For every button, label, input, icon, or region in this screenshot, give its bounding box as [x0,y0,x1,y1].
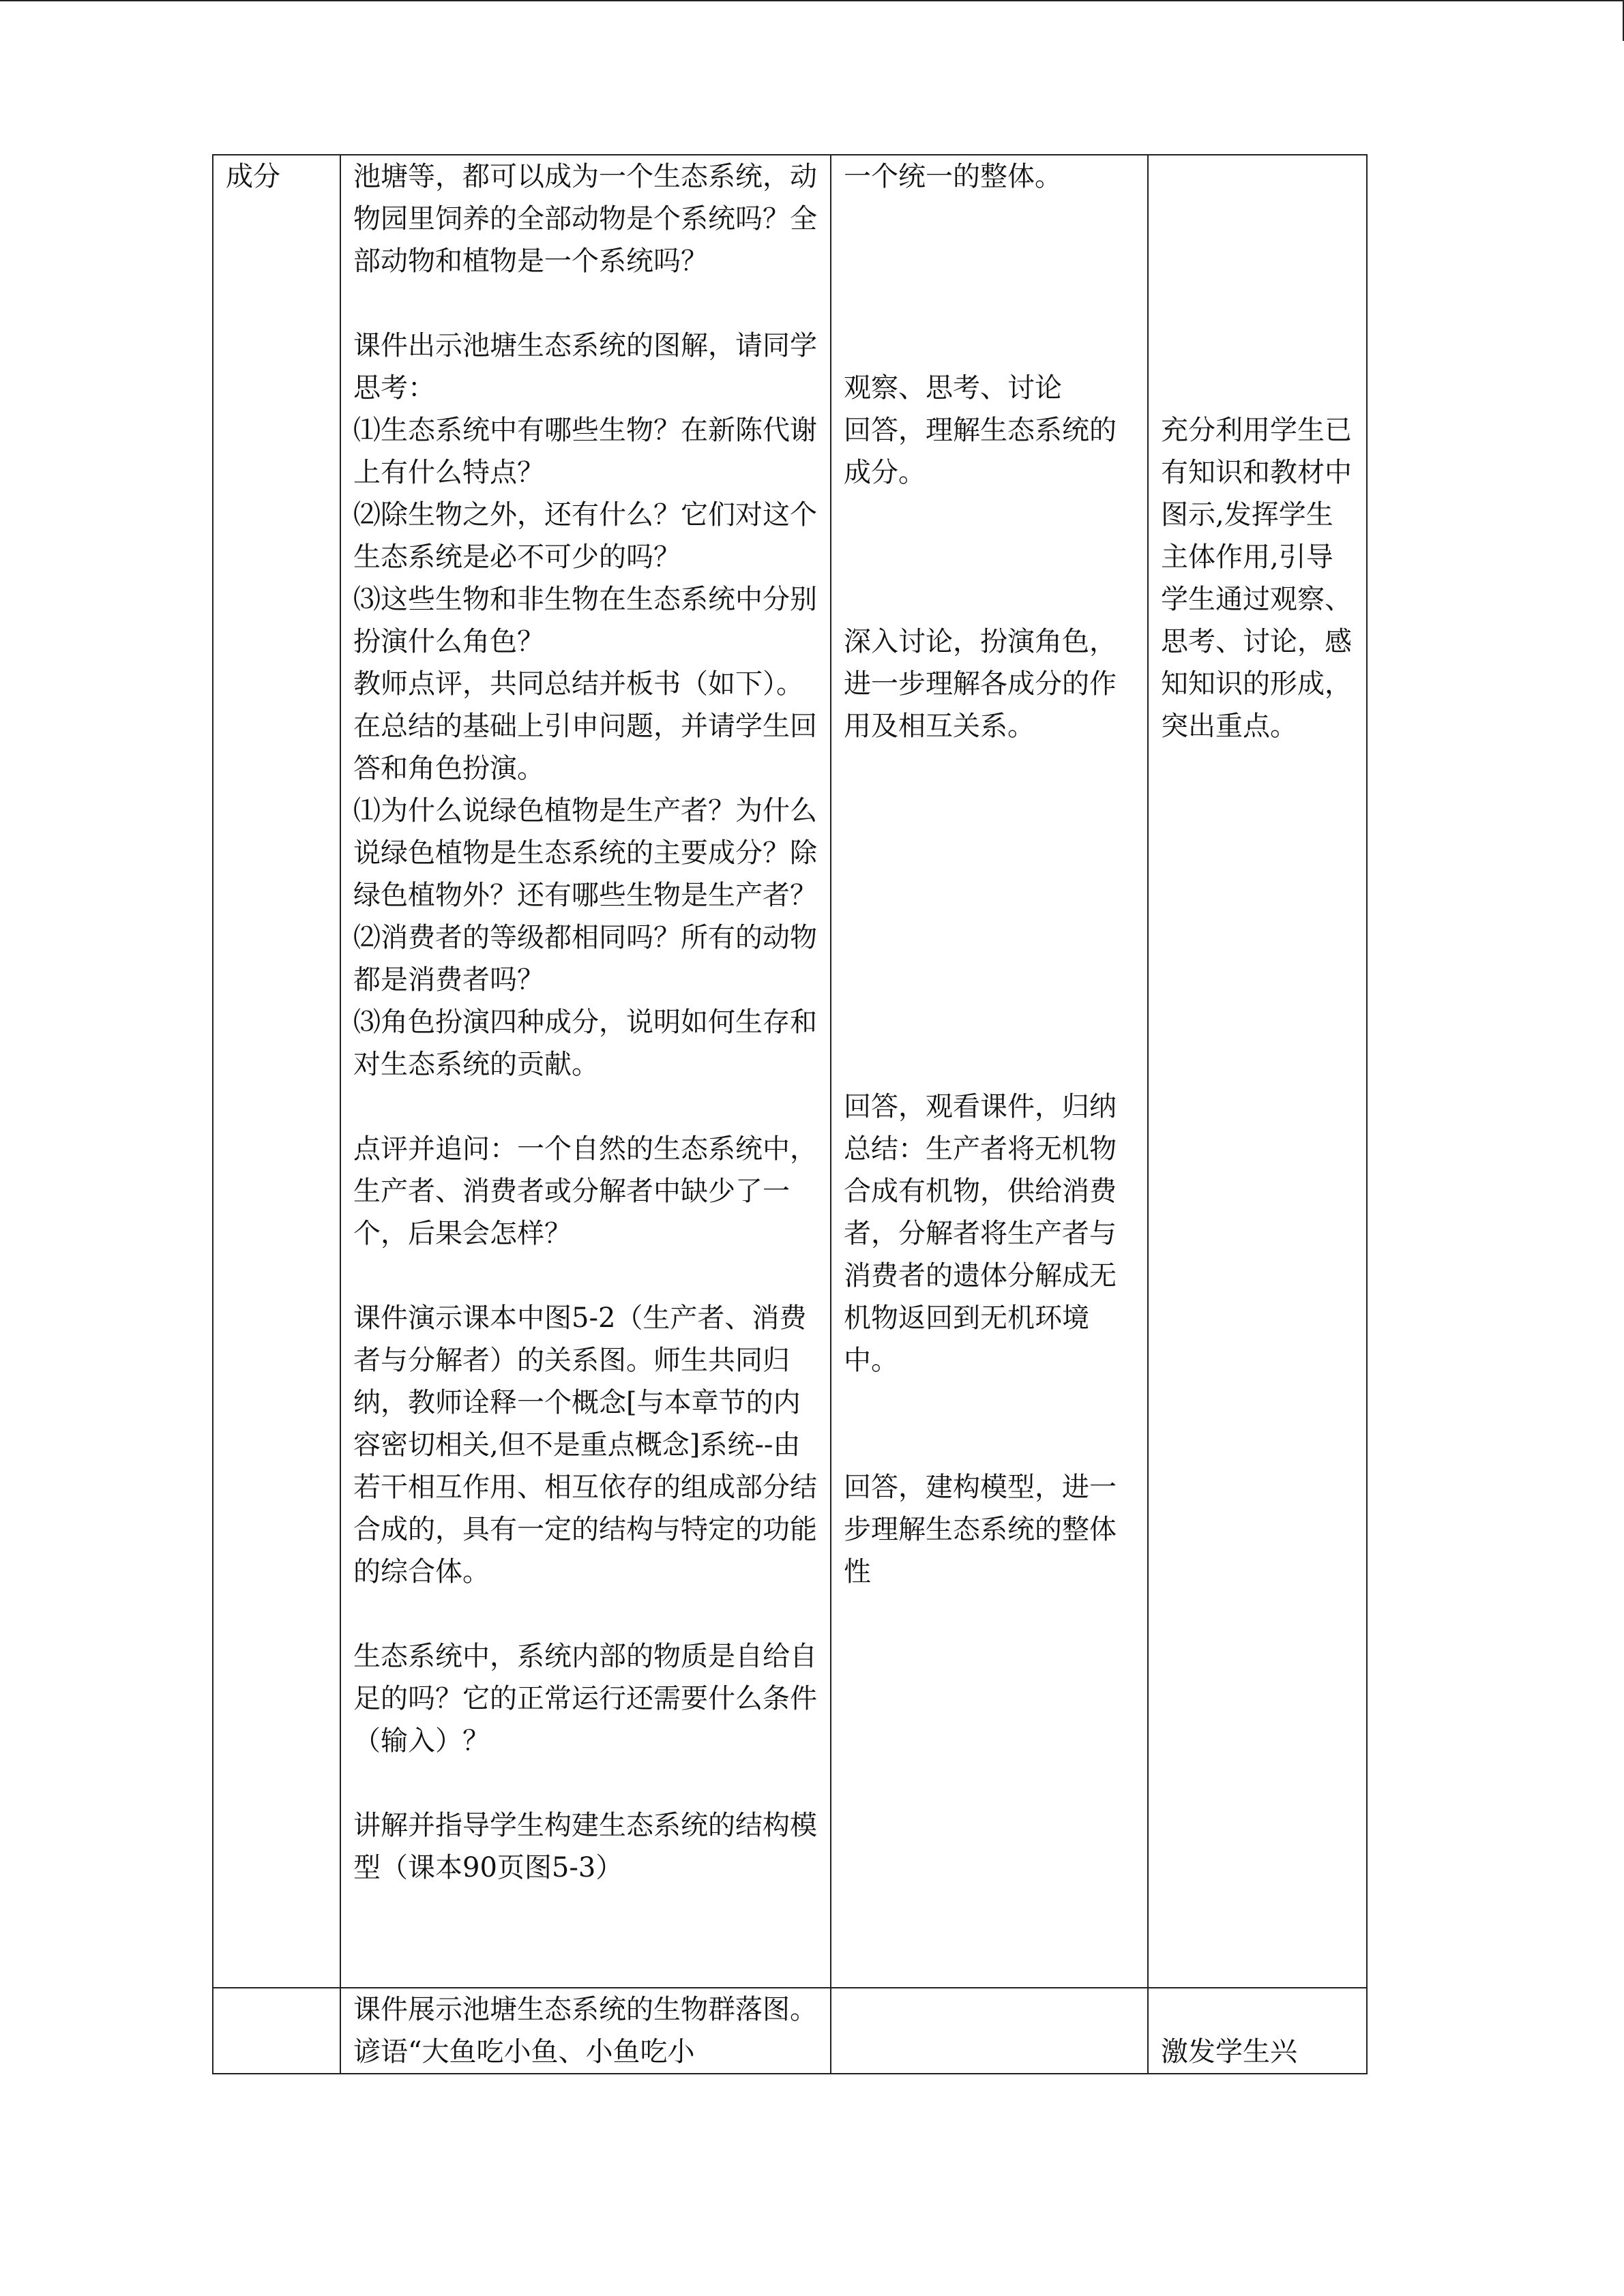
teacher-activity-cell [340,155,831,1988]
teacher-paragraph: ⑵除生物之外，还有什么？它们对这个生态系统是必不可少的吗？ [353,499,817,573]
teacher-paragraph: ⑶角色扮演四种成分，说明如何生存和对生态系统的贡献。 [353,1007,817,1080]
table-row [213,1988,1367,2074]
page-top-border [0,0,1624,1]
teacher-paragraph: 讲解并指导学生构建生态系统的结构模型（课本90页图5-3） [353,1810,817,1883]
teacher-paragraph: ⑵消费者的等级都相同吗？所有的动物都是消费者吗？ [353,922,817,996]
design-intent-cell: 激发学生兴 [1148,1988,1367,2074]
teacher-paragraph: 课件出示池塘生态系统的图解，请同学思考： [353,330,817,404]
teacher-paragraph: ⑶这些生物和非生物在生态系统中分别扮演什么角色？ [353,584,817,657]
table-row [213,155,1367,1988]
teacher-paragraph: ⑴生态系统中有哪些生物？在新陈代谢上有什么特点？ [353,415,817,488]
student-paragraph: 回答，理解生态系统的成分。 [844,415,1117,488]
lesson-plan-table [212,154,1368,2074]
teacher-paragraph: 点评并追问：一个自然的生态系统中，生产者、消费者或分解者中缺少了一个，后果会怎样？ [353,1133,817,1249]
teacher-paragraph: ⑴为什么说绿色植物是生产者？为什么说绿色植物是生态系统的主要成分？除绿色植物外？还有哪些生物是生产者？ [353,795,817,911]
teacher-paragraph: 生态系统中，系统内部的物质是自给自足的吗？它的正常运行还需要什么条件（输入）？ [353,1641,817,1757]
stage-cell: 成分 [213,155,340,1988]
student-paragraph: 一个统一的整体。 [844,161,1062,192]
teacher-paragraph: 在总结的基础上引申问题，并请学生回答和角色扮演。 [353,711,817,784]
student-paragraph: 回答，建构模型，进一步理解生态系统的整体性 [844,1472,1117,1587]
stage-cell [213,1988,340,2074]
student-paragraph: 观察、思考、讨论 [844,372,1062,404]
teacher-activity-cell: 课件展示池塘生态系统的生物群落图。谚语“大鱼吃小鱼、小鱼吃小 [340,1988,831,2074]
teacher-paragraph: 课件演示课本中图5-2（生产者、消费者与分解者）的关系图。师生共同归纳，教师诠释一个概念[与本章节的内容密切相关,但不是重点概念]系统--由若干相互作用、相互依存的组成部分结合成的，具有一定的结构与特定的功能的综合体。 [353,1302,817,1587]
student-activity-cell [831,1988,1148,2074]
design-intent-cell [1148,155,1367,1988]
teacher-paragraph: 池塘等，都可以成为一个生态系统，动物园里饲养的全部动物是个系统吗？全部动物和植物是一个系统吗？ [353,161,817,277]
design-intent-text: 充分利用学生已有知识和教材中图示,发挥学生主体作用,引导学生通过观察、思考、讨论，感知知识的形成，突出重点。 [1161,415,1352,742]
student-paragraph: 回答，观看课件，归纳总结：生产者将无机物合成有机物，供给消费者，分解者将生产者与消费者的遗体分解成无机物返回到无机环境中。 [844,1091,1117,1376]
student-paragraph: 深入讨论，扮演角色，进一步理解各成分的作用及相互关系。 [844,626,1117,742]
teacher-paragraph: 教师点评，共同总结并板书（如下）。 [353,668,803,700]
student-activity-cell [831,155,1148,1988]
